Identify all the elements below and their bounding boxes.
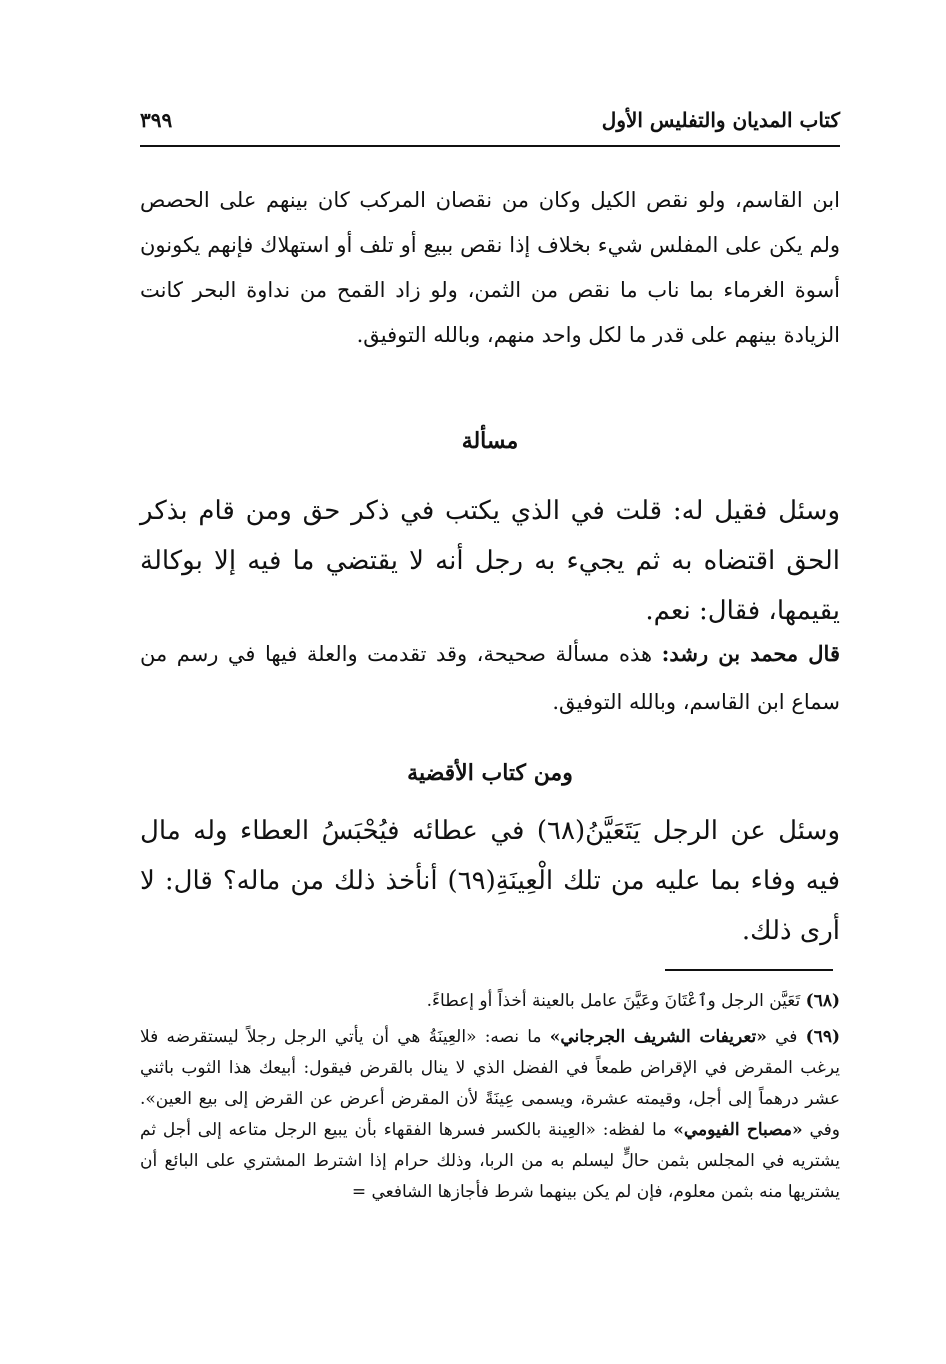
masala-question: وسئل فقيل له: قلت في الذي يكتب في ذكر حق ومن قام بذكر الحق اقتضاه به ثم يجيء به رجل أنه لا يقتضي ما فيه إلا بوكالة يقيمها، فقال: نعم. <box>140 496 840 626</box>
ibn-rushd-text: هذه مسألة صحيحة، وقد تقدمت والعلة فيها في رسم من سماع ابن القاسم، وبالله التوفيق. <box>140 642 840 714</box>
ibn-rushd-lead: قال محمد بن رشد: <box>661 641 840 666</box>
ibn-rushd-commentary <box>140 630 840 726</box>
footnote-69-quote-1: ما نصه: «العِينَةُ هي أن يأتي الرجل رجلاً ليستقرضه فلا يرغب المقرض في الإقراض طمعاً في الفضل الذي لا ينال بالقرض فيقول: أبيعك هذا الثوب باثني عشر درهماً إلى أجل، وقيمته عشرة، ويسمى عِينَةً لأن المقرض أعرض عن القرض إلى بيع العين». وفي <box>140 1027 840 1140</box>
footnote-69 <box>140 1022 840 1208</box>
footnote-69-quote-2: ما لفظه: «العِينة بالكسر فسرها الفقهاء بأن يبيع الرجل متاعه إلى أجل ثم يشتريه في المجلس بثمن حالٍّ ليسلم به من الربا، وذلك حرام إذا اشترط المشتري على البائع أن يشتريها منه بثمن معلوم، فإن لم يكن بينهما شرط فأجازها الشافعي = <box>140 1120 840 1202</box>
page-number: ٣٩٩ <box>140 108 173 132</box>
footnote-68 <box>140 986 840 1017</box>
aqdiya-heading: ومن كتاب الأقضية <box>407 760 573 786</box>
page-header <box>140 108 840 144</box>
masala-heading: مسألة <box>461 428 519 454</box>
footnote-separator <box>665 969 833 971</box>
aqdiya-question: وسئل عن الرجل يَتَعَيَّنُ(٦٨) في عطائه فيُحْبَسُ العطاء وله مال فيه وفاء بما عليه من تلك الْعِينَةِ(٦٩) أنأخذ ذلك من ماله؟ قال: لا أرى ذلك. <box>140 816 840 946</box>
intro-paragraph: ابن القاسم، ولو نقص الكيل وكان من نقصان المركب كان بينهم على الحصص ولم يكن على المفلس شيء بخلاف إذا نقص ببيع أو تلف أو استهلاك فإنهم يكونون أسوة الغرماء بما ناب ما نقص من الثمن، ولو زاد القمح من نداوة البحر كانت الزيادة بينهم على قدر ما لكل واحد منهم، وبالله التوفيق. <box>140 188 840 347</box>
running-title: كتاب المديان والتفليس الأول <box>601 108 840 132</box>
header-rule <box>140 145 840 147</box>
footnote-68-number: (٦٨) <box>805 991 840 1011</box>
footnote-69-number: (٦٩) <box>805 1027 840 1047</box>
footnote-69-source-jurjani: «تعريفات الشريف الجرجاني» <box>549 1027 767 1047</box>
footnote-69-source-fayyumi: «مصباح الفيومي» <box>673 1120 803 1140</box>
footnote-69-pre: في <box>766 1027 806 1047</box>
footnote-68-text: تَعَيَّن الرجل وٱعْتَانَ وعَيَّنَ عامل بالعينة أخذاً أو إعطاءً. <box>426 991 806 1011</box>
